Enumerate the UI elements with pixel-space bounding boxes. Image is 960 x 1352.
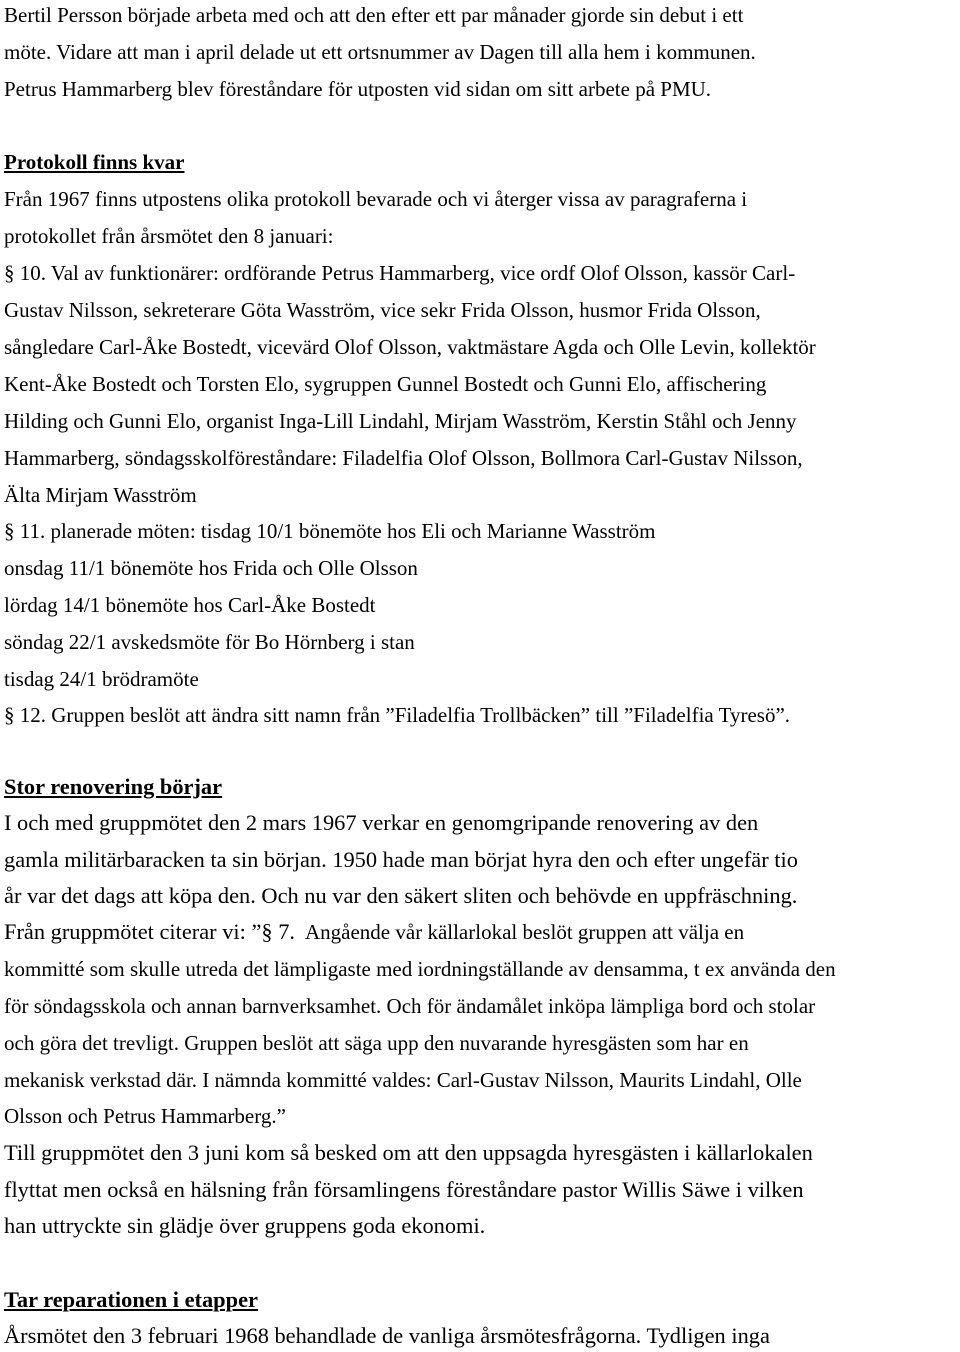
section-heading-etapper: Tar reparationen i etapper xyxy=(4,1287,258,1312)
body-line: han uttryckte sin glädje över gruppens goda ekonomi. xyxy=(4,1213,486,1238)
quote-line: för söndagsskola och annan barnverksamhet. Och för ändamålet inköpa lämpliga bord och stolar xyxy=(4,994,816,1018)
quote-line: Olsson och Petrus Hammarberg.” xyxy=(4,1104,286,1128)
paragraph-10-line: sångledare Carl-Åke Bostedt, vicevärd Olof Olsson, vaktmästare Agda och Olle Levin, kollektör xyxy=(4,335,816,359)
body-line: år var det dags att köpa den. Och nu var den säkert sliten och behövde en uppfräschning. xyxy=(4,883,798,908)
paragraph-10-line: Hammarberg, söndagsskolföreståndare: Filadelfia Olof Olsson, Bollmora Carl-Gustav Nilsson, xyxy=(4,446,803,470)
quote-lead: Från gruppmötet citerar vi: ”§ 7. xyxy=(4,919,295,944)
quote-line: kommitté som skulle utreda det lämpligaste med iordningställande av densamma, t ex använda den xyxy=(4,957,836,981)
paragraph-11-line: § 11. planerade möten: tisdag 10/1 bönemöte hos Eli och Marianne Wasström xyxy=(4,519,656,543)
paragraph-11-line: tisdag 24/1 brödramöte xyxy=(4,667,199,691)
body-line: Årsmötet den 3 februari 1968 behandlade de vanliga årsmötesfrågorna. Tydligen inga xyxy=(4,1323,770,1348)
body-line: gamla militärbaracken ta sin början. 1950 hade man börjat hyra den och efter ungefär tio xyxy=(4,847,798,872)
quote-line: och göra det trevligt. Gruppen beslöt att säga upp den nuvarande hyresgästen som har en xyxy=(4,1031,749,1055)
paragraph-10-line: Älta Mirjam Wasström xyxy=(4,483,197,507)
paragraph-12-line: § 12. Gruppen beslöt att ändra sitt namn från ”Filadelfia Trollbäcken” till ”Filadelfia Tyresö”. xyxy=(4,703,791,727)
intro-line: Petrus Hammarberg blev föreståndare för utposten vid sidan om sitt arbete på PMU. xyxy=(4,77,712,101)
intro-line: Bertil Persson började arbeta med och att den efter ett par månader gjorde sin debut i ett xyxy=(4,3,744,27)
intro-line: möte. Vidare att man i april delade ut ett ortsnummer av Dagen till alla hem i kommunen. xyxy=(4,40,756,64)
quote-line: mekanisk verkstad där. I nämnda kommitté valdes: Carl-Gustav Nilsson, Maurits Lindahl, Olle xyxy=(4,1068,802,1092)
body-line: Från 1967 finns utpostens olika protokoll bevarade och vi återger vissa av paragraferna i xyxy=(4,187,748,211)
quote-text: Angående vår källarlokal beslöt gruppen att välja en xyxy=(305,920,745,944)
body-line: flyttat men också en hälsning från församlingens föreståndare pastor Willis Säwe i vilken xyxy=(4,1177,804,1202)
section-heading-renovering: Stor renovering börjar xyxy=(4,774,223,799)
paragraph-10-line: Kent-Åke Bostedt och Torsten Elo, sygruppen Gunnel Bostedt och Gunni Elo, affischering xyxy=(4,372,767,396)
paragraph-11-line: söndag 22/1 avskedsmöte för Bo Hörnberg i stan xyxy=(4,630,415,654)
body-line: protokollet från årsmötet den 8 januari: xyxy=(4,224,334,248)
body-line: I och med gruppmötet den 2 mars 1967 verkar en genomgripande renovering av den xyxy=(4,810,759,835)
paragraph-11-line: onsdag 11/1 bönemöte hos Frida och Olle Olsson xyxy=(4,556,418,580)
paragraph-11-line: lördag 14/1 bönemöte hos Carl-Åke Bostedt xyxy=(4,593,376,617)
paragraph-10-line: Gustav Nilsson, sekreterare Göta Wasström, vice sekr Frida Olsson, husmor Frida Olsson, xyxy=(4,298,761,322)
paragraph-10-line: Hilding och Gunni Elo, organist Inga-Lill Lindahl, Mirjam Wasström, Kerstin Ståhl och Jenny xyxy=(4,409,797,433)
paragraph-10-line: § 10. Val av funktionärer: ordförande Petrus Hammarberg, vice ordf Olof Olsson, kassör Carl- xyxy=(4,261,796,285)
section-heading-protokoll: Protokoll finns kvar xyxy=(4,150,185,174)
body-line: Till gruppmötet den 3 juni kom så besked om att den uppsagda hyresgästen i källarlokalen xyxy=(4,1140,813,1165)
quote-line xyxy=(4,921,744,943)
